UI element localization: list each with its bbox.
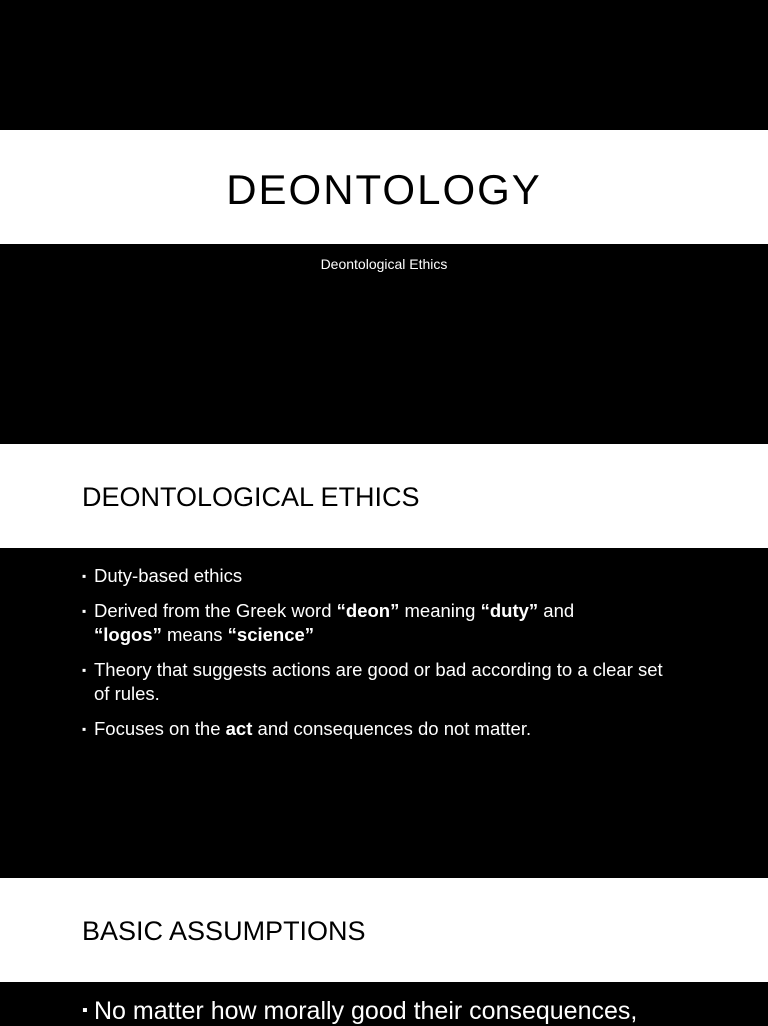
bullet-text-part: Focuses on the xyxy=(94,718,226,739)
bullet-text: No matter how morally good their consequences, xyxy=(94,997,638,1025)
slide-2-bullet-list xyxy=(82,564,682,752)
bullet-square-icon: ▪ xyxy=(82,604,87,618)
bullet-square-icon: ▪ xyxy=(82,722,87,736)
slide-2-title: DEONTOLOGICAL ETHICS xyxy=(82,482,420,512)
slide-3-body xyxy=(0,982,768,1024)
bullet-square-icon: ▪ xyxy=(82,663,87,677)
bullet-bold-act: act xyxy=(225,718,253,739)
bullet-item-duty-based xyxy=(82,564,682,588)
bullet-item-derived xyxy=(82,599,682,647)
bullet-bold-duty: “duty” xyxy=(480,600,539,621)
slide-1-subtitle: Deontological Ethics xyxy=(320,256,448,272)
slide-2-title-band xyxy=(0,444,768,548)
bullet-square-icon: ▪ xyxy=(82,1002,88,1019)
slide-1-subtitle-area xyxy=(0,244,768,444)
bullet-text-part: and xyxy=(538,600,575,621)
slide-3-title-band xyxy=(0,878,768,982)
slide-1-title: DEONTOLOGY xyxy=(226,166,542,213)
bullet-text: Theory that suggests actions are good or bad according to a clear set of rules. xyxy=(94,659,663,704)
slide-2-body xyxy=(0,548,768,878)
bullet-item-theory xyxy=(82,658,682,706)
bullet-text-part: Derived from the Greek word xyxy=(94,600,337,621)
bullet-text-part: means xyxy=(161,624,228,645)
slide-1-title-band xyxy=(0,130,768,244)
bullet-text-part: meaning xyxy=(399,600,481,621)
bullet-square-icon: ▪ xyxy=(82,569,87,583)
bullet-text-part: and consequences do not matter. xyxy=(252,718,532,739)
slide-1-top-area xyxy=(0,0,768,130)
bullet-bold-logos: “logos” xyxy=(94,624,162,645)
bullet-bold-science: “science” xyxy=(227,624,315,645)
bullet-bold-deon: “deon” xyxy=(336,600,400,621)
bullet-text: Duty-based ethics xyxy=(94,565,243,586)
slide-3-bullet-item xyxy=(82,996,637,1026)
slide-3-title: BASIC ASSUMPTIONS xyxy=(82,916,366,946)
bullet-item-focuses xyxy=(82,717,682,741)
